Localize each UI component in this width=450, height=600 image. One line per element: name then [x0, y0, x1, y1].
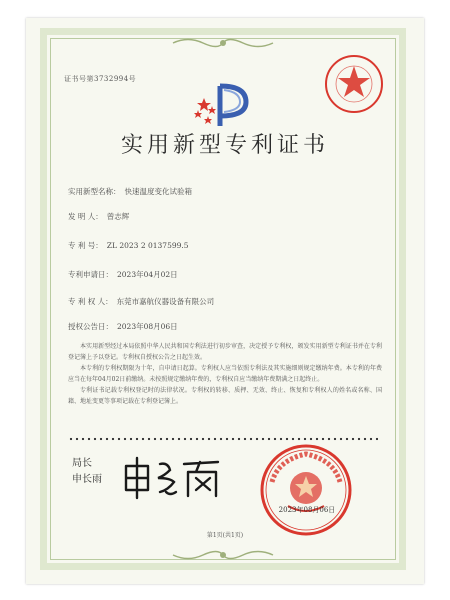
signatory-title: 局长: [72, 458, 92, 469]
field-label: 专 利 号：: [68, 241, 103, 250]
body-paragraph: 本实用新型经过本局依照中华人民共和国专利法进行初步审查，决定授予专利权，颁发实用新型专利证书并在专利登记簿上予以登记。专利权自授权公告之日起生效。: [68, 343, 382, 361]
field-value: 2023年08月06日: [117, 322, 178, 331]
signatory-name: 申长雨: [72, 474, 102, 485]
field-value: 2023年04月02日: [117, 270, 178, 279]
body-paragraph: 本专利的专利权期限为十年，自申请日起算。专利权人应当依照专利法及其实施细则规定缴纳年费。本专利的年费应当在每年04月02日前缴纳。未按照规定缴纳年费的，专利权自应当缴纳年费期满之日起终止。: [68, 365, 382, 383]
field-label: 授权公告日：: [68, 322, 113, 331]
patent-office-logo-icon: [190, 80, 254, 130]
bottom-ornament: [168, 548, 278, 562]
field-label: 发 明 人：: [68, 212, 103, 221]
field-value: ZL 2023 2 0137599.5: [106, 241, 189, 250]
certificate-number: 证书号第3732994号: [64, 75, 137, 83]
field-utility-model-name: [68, 186, 192, 197]
field-label: 专利申请日：: [68, 270, 113, 279]
corner-stamp-icon: [322, 52, 386, 116]
signatory-block: [72, 456, 102, 488]
body-paragraph: 专利证书记载专利权登记时的法律状况。专利权的转移、质押、无效、终止、恢复和专利权人的姓名或名称、国籍、地址变更等事项记载在专利登记簿上。: [68, 387, 382, 405]
field-label: 实用新型名称：: [68, 187, 121, 196]
field-label: 专 利 权 人：: [68, 297, 113, 306]
field-grant-date: [68, 321, 178, 332]
handwritten-signature-icon: [118, 452, 228, 502]
field-patent-number: [68, 240, 189, 251]
field-patentee: [68, 296, 214, 307]
field-value: 快速温度变化试验箱: [124, 187, 192, 196]
field-value: 东莞市嘉航仪器设备有限公司: [116, 297, 215, 306]
page-indicator: 第1页(共1页): [206, 532, 244, 539]
seal-date: 2023年08月06日: [278, 506, 336, 514]
certificate-body: [68, 341, 382, 407]
official-seal-icon: [258, 442, 354, 538]
field-inventor: [68, 211, 129, 222]
field-value: 曾志辉: [106, 212, 130, 221]
top-ornament: [168, 36, 278, 50]
field-application-date: [68, 269, 178, 280]
certificate-title: 实用新型专利证书: [120, 133, 329, 158]
